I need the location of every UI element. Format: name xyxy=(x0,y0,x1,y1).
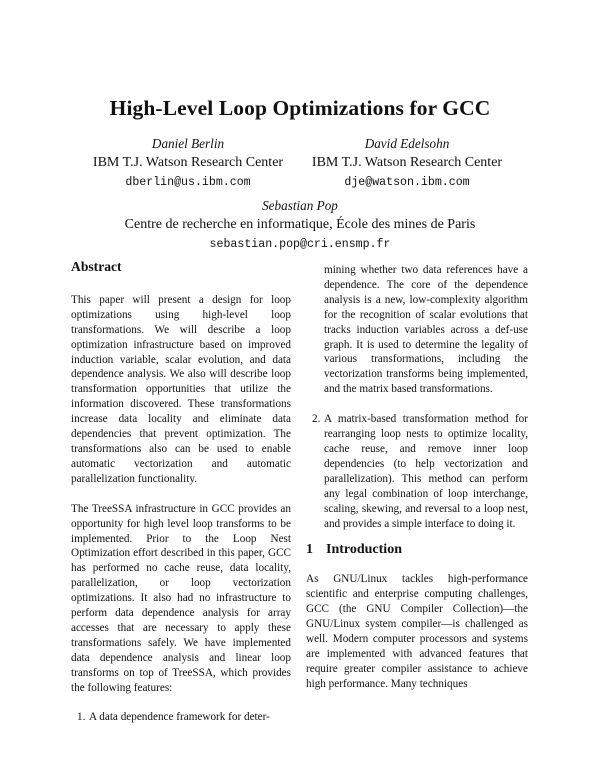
feature-list xyxy=(71,710,291,725)
list-number: 2. xyxy=(312,413,321,426)
abstract-paragraph: This paper will present a design for loop optimizations using high-level loop transformations. We will describe a loop optimization infrastructure based on improved induction variable, scalar evolution, and data dependence analysis. We also will describe loop transformation opportunities that utilize the information discovered. These transformations increase data locality and eliminate data dependencies that prevent optimization. The transformations also can be used to enable automatic vectorization and automatic parallelization functionality. xyxy=(71,293,291,485)
right-column xyxy=(306,263,528,707)
author-name: David Edelsohn xyxy=(364,136,450,151)
author-name: Daniel Berlin xyxy=(151,136,225,151)
list-item xyxy=(71,710,291,725)
abstract-heading: Abstract xyxy=(71,259,122,274)
section-heading-introduction xyxy=(306,543,528,558)
author-block-1 xyxy=(88,134,288,193)
list-item-text: A data dependence framework for deter- xyxy=(89,711,270,724)
author-email[interactable]: dje@watson.ibm.com xyxy=(344,176,470,189)
feature-list-continued xyxy=(306,412,528,531)
author-affiliation: Centre de recherche en informatique, École des mines de Paris xyxy=(124,217,476,232)
author-email[interactable]: dberlin@us.ibm.com xyxy=(125,176,251,189)
author-email[interactable]: sebastian.pop@cri.ensmp.fr xyxy=(209,238,391,251)
list-item xyxy=(306,412,528,531)
list-item-continuation: mining whether two data references have a dependence. The core of the dependence analysis is a new, low-complexity algorithm for the recognition of scalar evolutions that tracks induction variables across a def-use graph. It is used to determine the legality of various transformations, including the vectorization transforms being implemented, and the matrix based transformations. xyxy=(324,264,528,396)
paper-title: High-Level Loop Optimizations for GCC xyxy=(109,96,491,120)
author-block-2 xyxy=(307,134,507,193)
section-number: 1 xyxy=(306,542,313,558)
abstract-paragraph: The TreeSSA infrastructure in GCC provides an opportunity for high level loop transforms to be implemented. Prior to the Loop Nest Optimization effort described in this paper, GCC has performed no cache reuse, data locality, parallelization, or loop vectorization optimizations. It also had no infrastructure to perform data dependence analysis for array accesses that are necessary to apply these transformations safely. We have implemented data dependence analysis and linear loop transforms on top of TreeSSA, which provides the following features: xyxy=(71,502,291,694)
author-name: Sebastian Pop xyxy=(262,198,338,213)
list-number: 1. xyxy=(77,711,86,724)
author-block-3 xyxy=(80,196,520,255)
introduction-paragraph: As GNU/Linux tackles high-performance scientific and enterprise computing challenges, GCC (the GNU Compiler Collection)—the GNU/Linux system compiler—is challenged as well. Modern computer processors and systems are implemented with advanced features that require greater compiler assistance to achieve high performance. Many techniques xyxy=(306,573,528,690)
left-column xyxy=(71,260,291,735)
list-item-text: A matrix-based transformation method for rearranging loop nests to optimize locality, cache reuse, and remove inner loop dependencies (to help vectorization and parallelization). This method can perform any legal combination of loop interchange, scaling, skewing, and reversal to a loop nest, and provides a simple interface to doing it. xyxy=(324,413,528,530)
author-affiliation: IBM T.J. Watson Research Center xyxy=(92,155,284,170)
section-title: Introduction xyxy=(326,542,402,558)
author-affiliation: IBM T.J. Watson Research Center xyxy=(311,155,503,170)
